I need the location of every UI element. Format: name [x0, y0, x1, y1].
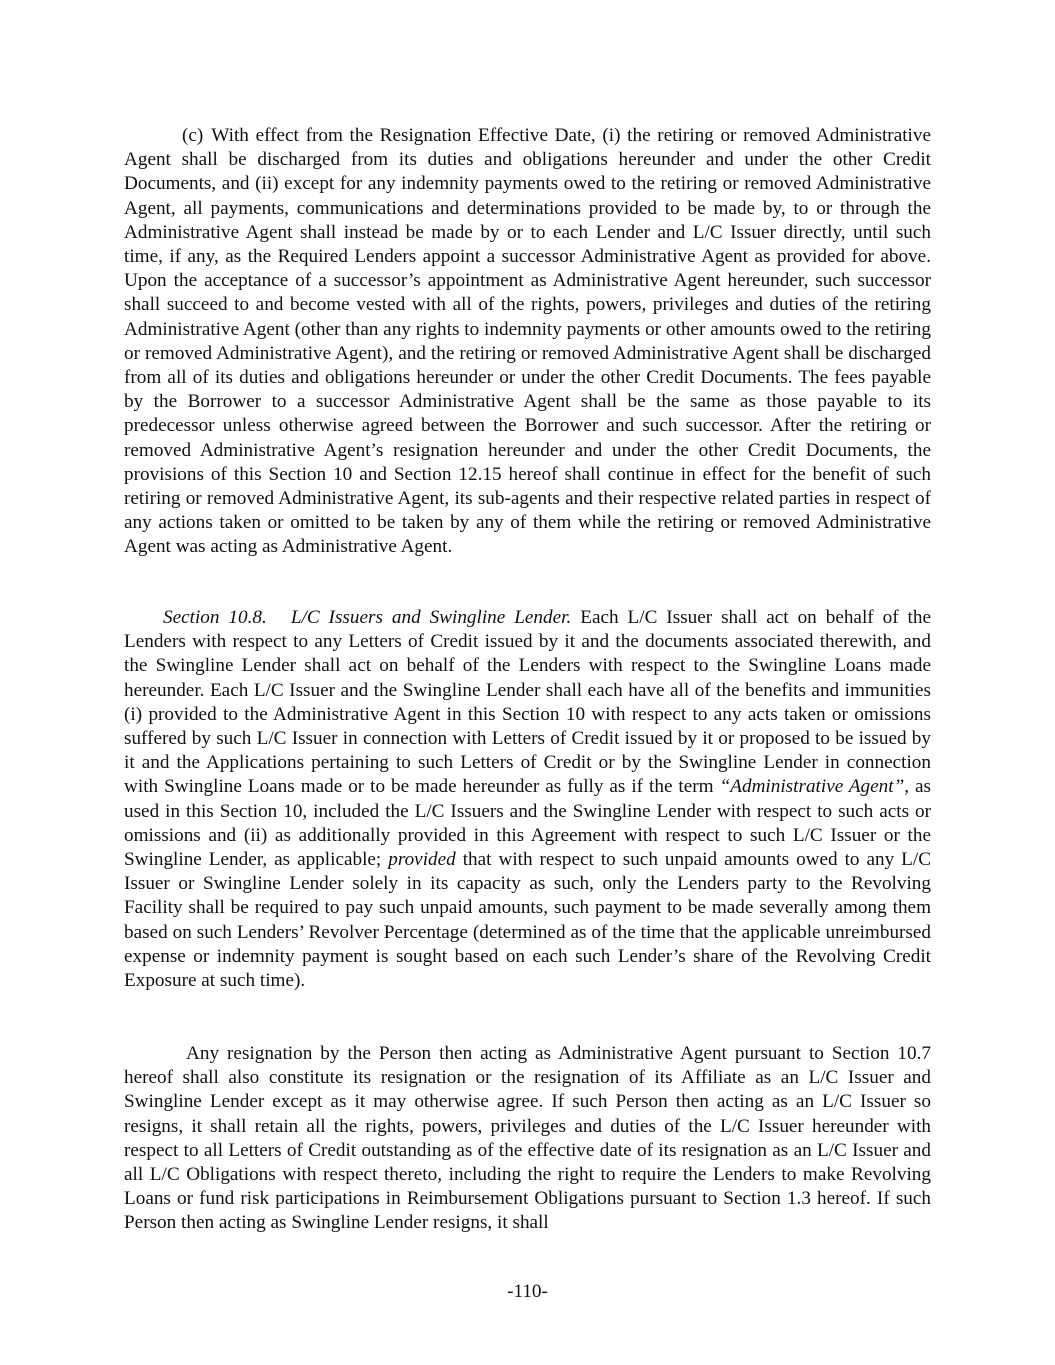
section-10-8-text-3: that with respect to such unpaid amounts owed to any L/C Issuer or Swingline Lender solely in its capacity as such, only the Lenders party to the Revolving Facility shall be required to pay such unpaid amounts, such payment to be made severally among them based on such Lenders’ Revolver Percentage (determined as of the time that the applicable unreimbursed expense or indemnity payment is sought based on each such Lender’s share of the Revolving Credit Exposure at such time).: [124, 849, 932, 992]
section-10-8-heading: L/C Issuers and Swingline Lender.: [290, 607, 572, 628]
paragraph-c: [124, 124, 931, 560]
section-10-8-paragraph: [124, 606, 931, 993]
resignation-paragraph: [124, 1042, 931, 1236]
section-10-8-defined-term: “Administrative Agent”: [719, 776, 905, 798]
paragraph-c-label: (c): [182, 125, 204, 146]
section-10-8-text-2: , as used in this Section 10, included the L/C Issuers and the Swingline Lender with respect to such acts or omissions and (ii) as additionally provided in this Agreement with respect to such L/C Issuer or the Swingline Lender, as applicable;: [124, 776, 932, 871]
section-10-8-provided: provided: [388, 849, 456, 871]
resignation-paragraph-text: Any resignation by the Person then acting as Administrative Agent pursuant to Section 10.7 hereof shall also constitute its resignation or the resignation of its Affiliate as an L/C Issuer and Swingline Lender except as it may otherwise agree. If such Person then acting as an L/C Issuer so resigns, it shall retain all the rights, powers, privileges and duties of the L/C Issuer hereunder with respect to all Letters of Credit outstanding as of the effective date of its resignation as an L/C Issuer and all L/C Obligations with respect thereto, including the right to require the Lenders to make Revolving Loans or fund risk participations in Reimbursement Obligations pursuant to Section 1.3 hereof. If such Person then acting as Swingline Lender resigns, it shall: [124, 1043, 931, 1234]
page-number: -110-: [507, 1281, 548, 1302]
section-10-8-number: Section 10.8.: [163, 607, 267, 628]
section-10-8-text-1: Each L/C Issuer shall act on behalf of the Lenders with respect to any Letters of Credit issued by it and the documents associated therewith, and the Swingline Lender shall act on behalf of the Lenders with respect to the Swingline Loans made hereunder. Each L/C Issuer and the Swingline Lender shall each have all of the benefits and immunities (i) provided to the Administrative Agent in this Section 10 with respect to any acts taken or omissions suffered by such L/C Issuer in connection with Letters of Credit issued by it or proposed to be issued by it and the Applications pertaining to such Letters of Credit or by the Swingline Lender in connection with Swingline Loans made or to be made hereunder as fully as if the term: [124, 607, 931, 798]
paragraph-c-text: With effect from the Resignation Effective Date, (i) the retiring or removed Administrative Agent shall be discharged from its duties and obligations hereunder and under the other Credit Documents, and (ii) except for any indemnity payments owed to the retiring or removed Administrative Agent, all payments, communications and determinations provided to be made by, to or through the Administrative Agent shall instead be made by or to each Lender and L/C Issuer directly, until such time, if any, as the Required Lenders appoint a successor Administrative Agent as provided for above. Upon the acceptance of a successor’s appointment as Administrative Agent hereunder, such successor shall succeed to and become vested with all of the rights, powers, privileges and duties of the retiring Administrative Agent (other than any rights to indemnity payments or other amounts owed to the retiring or removed Administrative Agent), and the retiring or removed Administrative Agent shall be discharged from all of its duties and obligations hereunder or under the other Credit Documents. The fees payable by the Borrower to a successor Administrative Agent shall be the same as those payable to its predecessor unless otherwise agreed between the Borrower and such successor. After the retiring or removed Administrative Agent’s resignation hereunder and under the other Credit Documents, the provisions of this Section 10 and Section 12.15 hereof shall continue in effect for the benefit of such retiring or removed Administrative Agent, its sub-agents and their respective related parties in respect of any actions taken or omitted to be taken by any of them while the retiring or removed Administrative Agent was acting as Administrative Agent.: [124, 125, 931, 558]
